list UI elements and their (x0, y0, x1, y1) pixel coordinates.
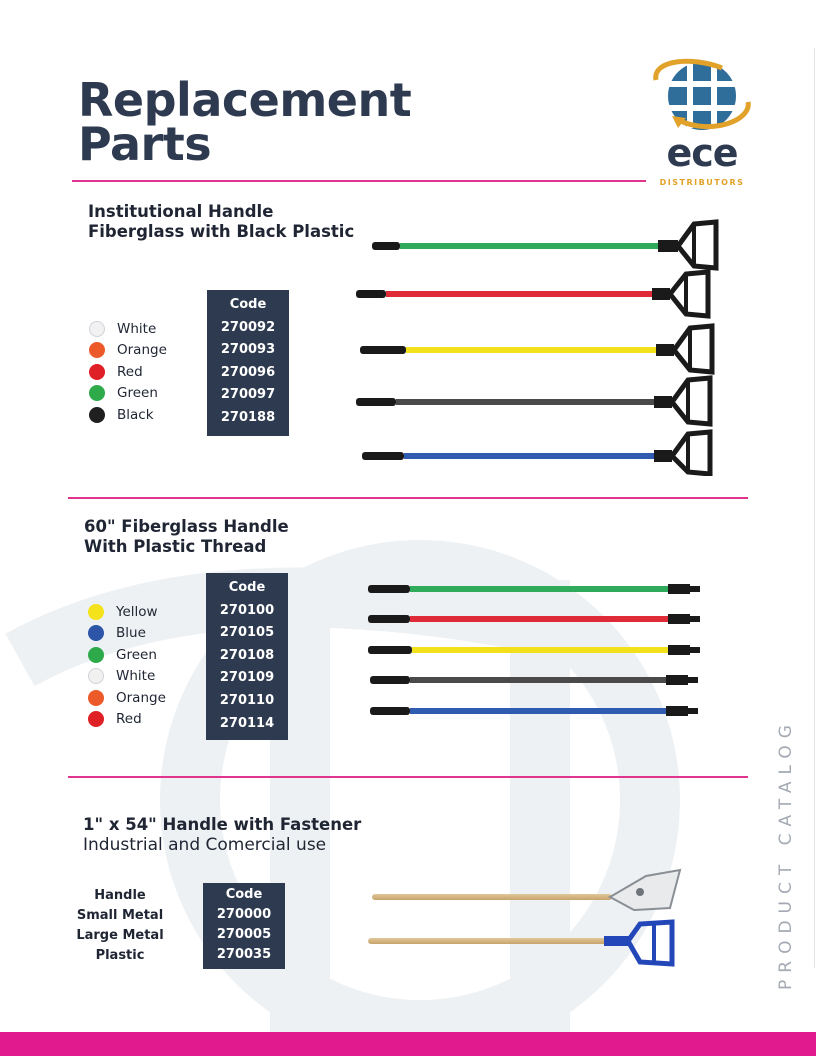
list-item (88, 687, 166, 709)
code-header: Code (225, 887, 263, 902)
code-cell: 270110 (219, 692, 275, 708)
color-swatch-orange (88, 690, 104, 706)
section1-title (88, 202, 354, 242)
color-name: Orange (117, 342, 167, 359)
color-name: Orange (116, 689, 166, 706)
color-swatch-white (89, 321, 105, 337)
code-header: Code (229, 297, 267, 312)
color-swatch-red (88, 711, 104, 727)
code-cell: 270035 (216, 947, 272, 962)
threaded-handle-icon (366, 578, 706, 723)
code-cell: 270097 (220, 387, 276, 403)
color-swatch-orange (89, 342, 105, 358)
page-title-line2: Parts (78, 117, 212, 171)
logo-subtitle: DISTRIBUTORS (659, 178, 745, 187)
page-title-line1: Replacement (78, 73, 412, 127)
section2-color-list (88, 601, 166, 730)
code-cell: 270188 (220, 409, 276, 425)
handle-cell: Large Metal (76, 928, 164, 943)
color-name: White (117, 320, 157, 337)
section2-divider (68, 776, 748, 778)
color-name: Red (117, 363, 143, 380)
color-swatch-green (88, 647, 104, 663)
code-cell: 270114 (219, 715, 275, 731)
section3-handle-list (70, 886, 170, 966)
section2-code-table (206, 573, 288, 740)
color-name: Black (117, 406, 154, 423)
wood-handle-fastener-icon (366, 864, 686, 968)
handle-header: Handle (94, 888, 146, 903)
mop-handle-quick-change-icon (350, 214, 722, 476)
section2-title-line2: With Plastic Thread (84, 537, 267, 556)
color-name: Green (117, 385, 158, 402)
title-divider (72, 180, 646, 182)
list-item (88, 709, 166, 731)
list-item (88, 601, 166, 623)
section3-title-line1: 1" x 54" Handle with Fastener (83, 815, 362, 834)
list-item (89, 383, 167, 405)
logo-wordmark: ece (666, 131, 738, 175)
section1-code-table (207, 290, 289, 436)
code-cell: 270000 (216, 907, 272, 922)
color-swatch-white (88, 668, 104, 684)
section3-title (83, 815, 361, 855)
handle-cell: Small Metal (76, 908, 164, 923)
code-cell: 270096 (220, 364, 276, 380)
color-name: White (116, 668, 156, 685)
globe-logo-icon (652, 58, 752, 138)
section3-subtitle: Industrial and Comercial use (83, 835, 327, 855)
list-item (88, 644, 166, 666)
handle-cell: Plastic (95, 948, 145, 963)
list-item (88, 666, 166, 688)
code-cell: 270100 (219, 602, 275, 618)
color-swatch-blue (88, 625, 104, 641)
color-swatch-yellow (88, 604, 104, 620)
side-catalog-label: PRODUCT CATALOG (776, 718, 796, 990)
color-name: Yellow (116, 603, 158, 620)
section1-divider (68, 497, 748, 499)
section3-code-table (203, 883, 285, 969)
company-logo (652, 58, 752, 190)
code-cell: 270005 (216, 927, 272, 942)
code-cell: 270105 (219, 625, 275, 641)
color-swatch-black (89, 407, 105, 423)
code-cell: 270109 (219, 670, 275, 686)
color-swatch-green (89, 385, 105, 401)
section2-title-line1: 60" Fiberglass Handle (84, 517, 289, 536)
list-item (88, 623, 166, 645)
section1-title-line2: Fiberglass with Black Plastic (88, 222, 355, 241)
color-swatch-red (89, 364, 105, 380)
list-item (89, 318, 167, 340)
code-header: Code (228, 580, 266, 595)
color-name: Red (116, 711, 142, 728)
code-cell: 270092 (220, 319, 276, 335)
list-item (89, 361, 167, 383)
footer-bar (0, 1032, 816, 1056)
page-title (78, 73, 412, 171)
list-item (89, 340, 167, 362)
list-item (89, 404, 167, 426)
section1-color-list (89, 318, 167, 426)
side-divider (814, 48, 815, 968)
color-name: Green (116, 646, 157, 663)
section1-title-line1: Institutional Handle (88, 202, 274, 221)
color-name: Blue (116, 625, 146, 642)
code-cell: 270093 (220, 342, 276, 358)
code-cell: 270108 (219, 647, 275, 663)
section2-title (84, 517, 289, 557)
